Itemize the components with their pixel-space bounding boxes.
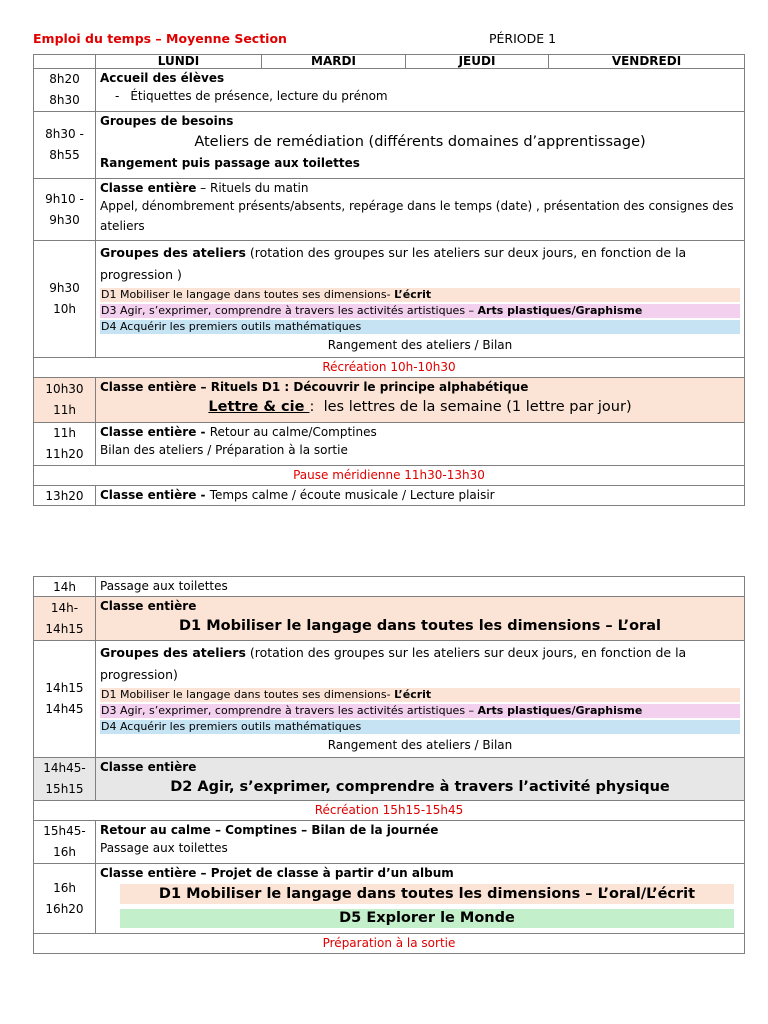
- domain-d3-line: D3 Agir, s’exprimer, comprendre à travers les activités artistiques – Arts plastiques/Graphisme: [100, 704, 740, 718]
- activity-cell: Classe entière - Retour au calme/Comptines Bilan des ateliers / Préparation à la sortie: [96, 423, 745, 466]
- time-cell: 8h20 8h30: [34, 69, 96, 112]
- activity-heading: Groupes de besoins: [100, 114, 234, 128]
- day-header-row: [34, 55, 745, 69]
- activity-title: Ateliers de remédiation (différents domaines d’apprentissage): [194, 134, 646, 151]
- time-cell: 9h10 - 9h30: [34, 179, 96, 241]
- activity-heading: Classe entière: [100, 760, 197, 774]
- activity-title: D2 Agir, s’exprimer, comprendre à travers l’activité physique: [170, 779, 670, 796]
- activity-description: Appel, dénombrement présents/absents, repérage dans le temps (date) , présentation des consignes des ateliers: [100, 199, 734, 234]
- activity-footer: Rangement des ateliers / Bilan: [327, 738, 513, 752]
- time-cell: 14h- 14h15: [34, 597, 96, 641]
- domain-d4-line: D4 Acquérir les premiers outils mathématiques: [100, 720, 740, 734]
- activity-cell: Classe entière – Rituels du matin Appel, dénombrement présents/absents, repérage dans le temps (date) , présentation des consignes des ateliers: [96, 179, 745, 241]
- activity-title: D1 Mobiliser le langage dans toutes les dimensions – L’oral: [179, 618, 661, 635]
- table-row: [34, 577, 745, 597]
- table-row: [34, 378, 745, 423]
- domain-d4-line: D4 Acquérir les premiers outils mathématiques: [100, 320, 740, 334]
- activity-heading: Retour au calme – Comptines – Bilan de la journée: [100, 823, 439, 838]
- activity-cell: Classe entière - Temps calme / écoute musicale / Lecture plaisir: [96, 486, 745, 506]
- activity-title: Lettre & cie : les lettres de la semaine (1 lettre par jour): [208, 399, 632, 416]
- activity-description: Passage aux toilettes: [100, 841, 228, 856]
- time-cell: 8h30 - 8h55: [34, 112, 96, 179]
- activity-cell: [96, 112, 745, 179]
- activity-heading: Classe entière – Projet de classe à partir d’un album: [100, 866, 454, 881]
- time-cell: 10h30 11h: [34, 378, 96, 423]
- time-cell: 14h15 14h45: [34, 641, 96, 758]
- break-row: [34, 934, 745, 954]
- activity-heading: Classe entière – Rituels D1 : Découvrir le principe alphabétique: [100, 380, 529, 394]
- day-header-jeudi: JEUDI: [406, 55, 549, 69]
- table-row: [34, 597, 745, 641]
- time-cell: 15h45- 16h: [34, 821, 96, 864]
- recess-label: Récréation 15h15-15h45: [34, 801, 745, 821]
- break-row: [34, 801, 745, 821]
- activity-heading: Classe entière: [100, 599, 197, 613]
- break-row: [34, 358, 745, 378]
- time-cell: 14h45- 15h15: [34, 758, 96, 801]
- domain-d3-line: D3 Agir, s’exprimer, comprendre à travers les activités artistiques – Arts plastiques/Graphisme: [100, 304, 740, 318]
- activity-description: Bilan des ateliers / Préparation à la sortie: [100, 443, 348, 458]
- afternoon-schedule-table: [33, 576, 745, 954]
- domain-d1-line: D1 Mobiliser le langage dans toutes ses dimensions- L’écrit: [100, 688, 740, 702]
- day-header-vendredi: VENDREDI: [549, 55, 745, 69]
- activity-footer: Rangement puis passage aux toilettes: [100, 156, 360, 171]
- table-row: [34, 821, 745, 864]
- activity-cell: Passage aux toilettes: [96, 577, 745, 597]
- time-cell: 16h 16h20: [34, 864, 96, 934]
- table-row: [34, 112, 745, 179]
- activity-cell: [96, 69, 745, 112]
- activity-cell: [96, 378, 745, 423]
- morning-schedule-table: [33, 54, 745, 506]
- table-row: [34, 641, 745, 758]
- activity-cell: [96, 597, 745, 641]
- time-cell: 11h 11h20: [34, 423, 96, 466]
- table-row: [34, 179, 745, 241]
- dismissal-label: Préparation à la sortie: [34, 934, 745, 954]
- recess-label: Récréation 10h-10h30: [34, 358, 745, 378]
- period-label: PÉRIODE 1: [489, 31, 557, 46]
- table-row: [34, 69, 745, 112]
- activity-cell: Groupes des ateliers (rotation des groupes sur les ateliers sur deux jours, en fonction de la progression ) D1 Mobiliser le langage dans toutes ses dimensions- L’écrit D3 Agir, s’exprimer, comprendre à travers les activités artistiques – Arts plastiques/Graphisme D4 Acquérir les premiers outils mathématiques Rangement des ateliers / Bilan: [96, 241, 745, 358]
- day-header-mardi: MARDI: [262, 55, 406, 69]
- page-title: Emploi du temps – Moyenne Section: [33, 31, 287, 46]
- activity-cell: [96, 758, 745, 801]
- table-row: [34, 864, 745, 934]
- corner-cell: [34, 55, 96, 69]
- day-header-lundi: LUNDI: [96, 55, 262, 69]
- time-cell: 13h20: [34, 486, 96, 506]
- table-row: [34, 486, 745, 506]
- domain-d5-banner: D5 Explorer le Monde: [120, 909, 734, 928]
- break-row: [34, 466, 745, 486]
- activity-cell: Groupes des ateliers (rotation des groupes sur les ateliers sur deux jours, en fonction de la progression) D1 Mobiliser le langage dans toutes ses dimensions- L’écrit D3 Agir, s’exprimer, comprendre à travers les activités artistiques – Arts plastiques/Graphisme D4 Acquérir les premiers outils mathématiques Rangement des ateliers / Bilan: [96, 641, 745, 758]
- table-row: [34, 423, 745, 466]
- table-row: [34, 241, 745, 358]
- domain-d1-line: D1 Mobiliser le langage dans toutes ses dimensions- L’écrit: [100, 288, 740, 302]
- time-cell: 14h: [34, 577, 96, 597]
- time-cell: 9h30 10h: [34, 241, 96, 358]
- lunch-break-label: Pause méridienne 11h30-13h30: [34, 466, 745, 486]
- list-item: - Étiquettes de présence, lecture du prénom: [115, 89, 388, 104]
- activity-cell: [96, 864, 745, 934]
- activity-cell: [96, 821, 745, 864]
- domain-d1-banner: D1 Mobiliser le langage dans toutes les dimensions – L’oral/L’écrit: [120, 884, 734, 904]
- table-row: [34, 758, 745, 801]
- activity-footer: Rangement des ateliers / Bilan: [327, 338, 513, 352]
- activity-heading: Accueil des élèves: [100, 71, 225, 85]
